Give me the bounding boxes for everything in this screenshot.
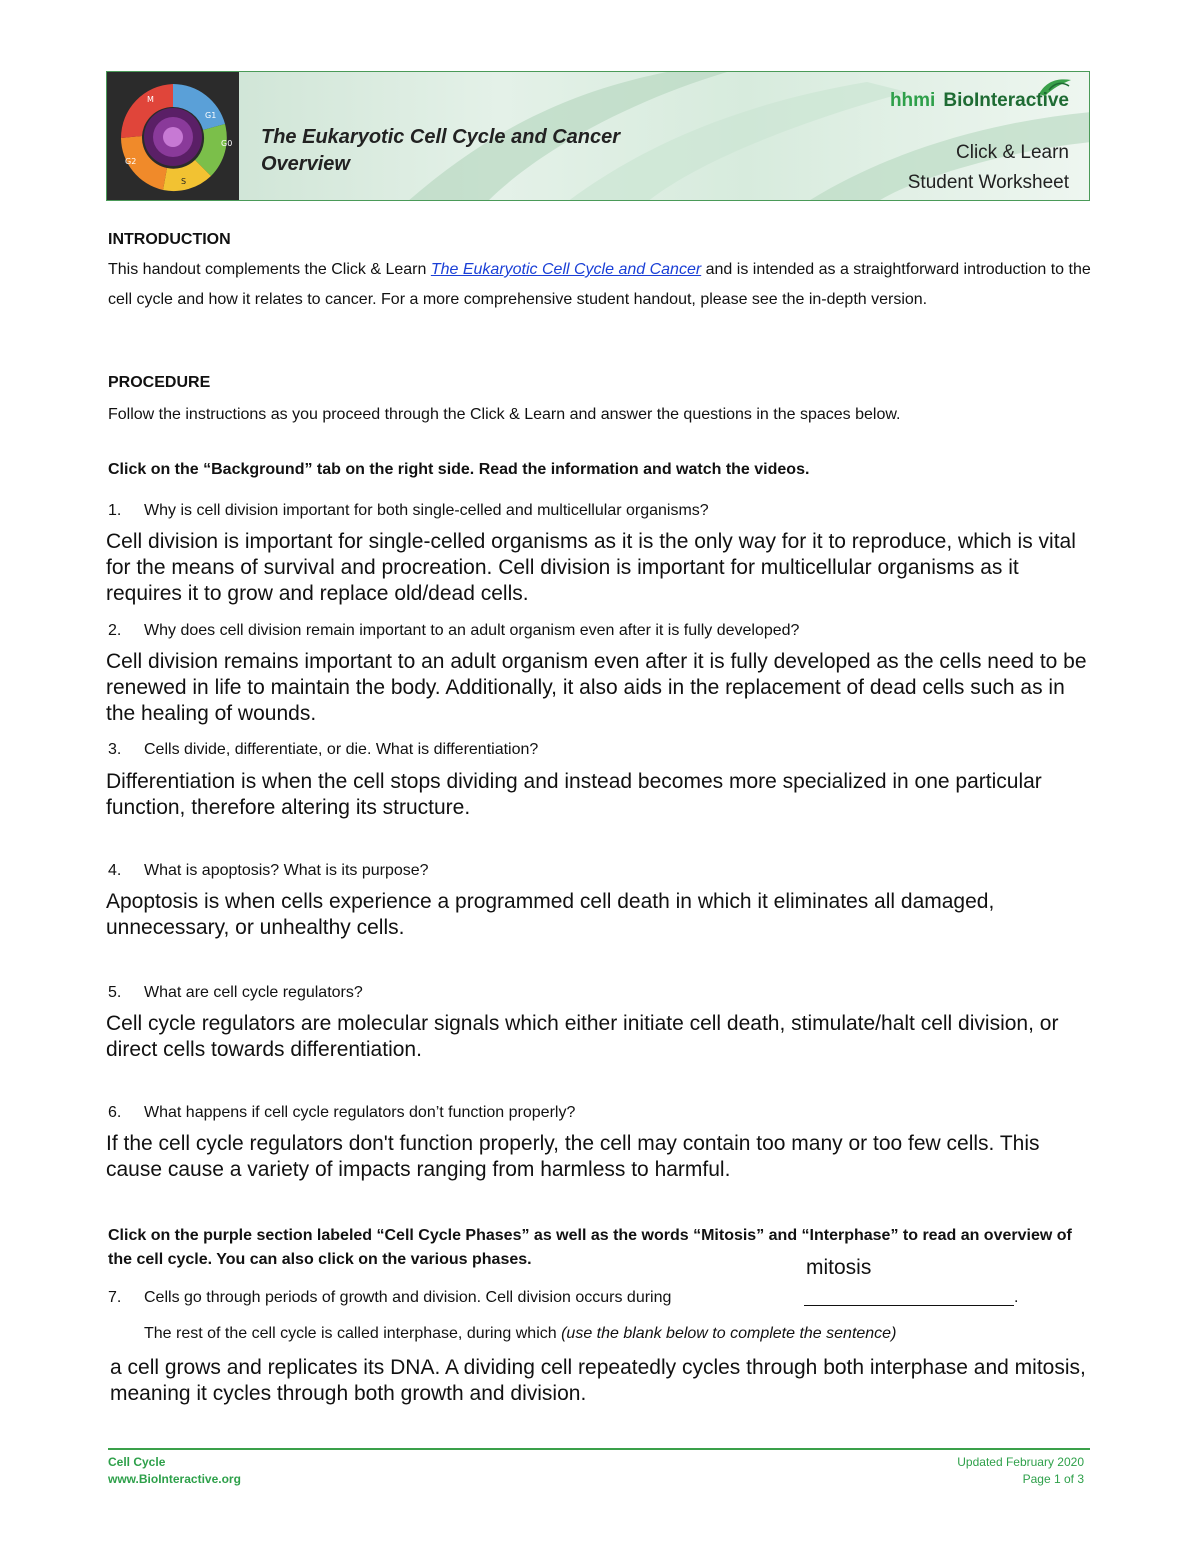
- answer-blank-line[interactable]: [804, 1305, 1014, 1306]
- followup-italic-note: (use the blank below to complete the sentence): [561, 1325, 897, 1342]
- banner-subtitle-click-learn: Click & Learn: [956, 142, 1069, 163]
- svg-text:G0: G0: [221, 139, 233, 148]
- footer-page-number: Page 1 of 3: [1022, 1472, 1084, 1486]
- svg-text:G2: G2: [125, 157, 137, 166]
- answer-2: Cell division remains important to an adult organism even after it is fully developed as the cells need to be renewed in life to maintain the body. Additionally, it also aids in the replacement of dead cells such as in the healing of wounds.: [106, 650, 1087, 725]
- footer-updated-date: Updated February 2020: [957, 1455, 1084, 1469]
- title-line-1: The Eukaryotic Cell Cycle and Cancer: [261, 126, 621, 148]
- svg-text:G1: G1: [205, 111, 217, 120]
- answer-4: Apoptosis is when cells experience a programmed cell death in which it eliminates all damaged, unnecessary, or unhealthy cells.: [106, 890, 995, 939]
- answer-5: Cell cycle regulators are molecular signals which either initiate cell death, stimulate/halt cell division, or direct cells towards differentiation.: [106, 1012, 1059, 1061]
- question-2: [108, 622, 1098, 640]
- worksheet-title: [261, 124, 741, 178]
- question-text: Why is cell division important for both single-celled and multicellular organisms?: [144, 502, 709, 519]
- followup-text: The rest of the cell cycle is called interphase, during which: [144, 1325, 562, 1342]
- procedure-heading: PROCEDURE: [108, 374, 211, 391]
- question-number: 6.: [108, 1104, 122, 1121]
- cell-cycle-wheel-icon: [107, 72, 239, 201]
- banner-subtitle-worksheet: Student Worksheet: [907, 172, 1069, 193]
- footer-unit-name: Cell Cycle: [108, 1455, 166, 1469]
- answer-3: Differentiation is when the cell stops dividing and instead becomes more specialized in one particular function, therefore altering its structure.: [106, 770, 1042, 819]
- title-line-2: Overview: [261, 153, 350, 175]
- cell-cycle-phases-instruction: Click on the purple section labeled “Cell Cycle Phases” as well as the words “Mitosis” and “Interphase” to read an overview of the cell cycle. You can also click on the various phases.: [108, 1227, 1072, 1268]
- question-number: 3.: [108, 741, 122, 758]
- question-number: 5.: [108, 984, 122, 1001]
- hhmi-biointeractive-logo: [890, 90, 1069, 112]
- question-4: [108, 862, 1098, 880]
- logo-hhmi-text: hhmi: [889, 90, 936, 111]
- answer-7-blank: mitosis: [806, 1256, 872, 1279]
- question-5: [108, 984, 1098, 1002]
- introduction-heading: INTRODUCTION: [108, 231, 231, 248]
- question-6: [108, 1104, 1098, 1122]
- question-7-followup: [144, 1325, 1104, 1343]
- logo-biointeractive-text: BioInteractive: [943, 90, 1069, 111]
- question-text: Why does cell division remain important to an adult organism even after it is fully developed?: [144, 622, 800, 639]
- question-number: 1.: [108, 502, 122, 519]
- footer-website-link[interactable]: www.BioInteractive.org: [108, 1472, 241, 1486]
- answer-6: If the cell cycle regulators don't function properly, the cell may contain too many or too few cells. This cause cause a variety of impacts ranging from harmless to harmful.: [106, 1132, 1040, 1181]
- question-number: 2.: [108, 622, 122, 639]
- answer-7: a cell grows and replicates its DNA. A dividing cell repeatedly cycles through both interphase and mitosis, meaning it cycles through both growth and division.: [110, 1356, 1086, 1405]
- question-text: What are cell cycle regulators?: [144, 984, 363, 1001]
- question-3: [108, 741, 1098, 759]
- introduction-text: [108, 255, 1098, 315]
- intro-text-after: and is intended as a straightforward introduction to the cell cycle and how it relates to cancer. For a more comprehensive student handout, please see the in-depth version.: [108, 261, 1091, 308]
- answer-1: Cell division is important for single-celled organisms as it is the only way for it to reproduce, which is vital for the means of survival and procreation. Cell division is important for multicellular organisms as it requires it to grow and replace old/dead cells.: [106, 530, 1076, 605]
- question-text: Cells divide, differentiate, or die. What is differentiation?: [144, 741, 539, 758]
- procedure-text: Follow the instructions as you proceed through the Click & Learn and answer the questions in the spaces below.: [108, 406, 901, 423]
- intro-text-before: This handout complements the Click & Learn: [108, 261, 431, 278]
- footer-divider: [108, 1448, 1090, 1450]
- question-text: What happens if cell cycle regulators don’t function properly?: [144, 1104, 576, 1121]
- cell-cycle-wheel-image: [107, 72, 239, 201]
- svg-text:M: M: [147, 95, 154, 104]
- question-text: What is apoptosis? What is its purpose?: [144, 862, 429, 879]
- background-tab-instruction: Click on the “Background” tab on the right side. Read the information and watch the videos.: [108, 461, 810, 478]
- blank-period: .: [1014, 1289, 1019, 1306]
- header-banner: [106, 71, 1090, 201]
- question-number: 4.: [108, 862, 122, 879]
- question-1: [108, 502, 1098, 520]
- question-text: Cells go through periods of growth and division. Cell division occurs during: [144, 1289, 672, 1306]
- svg-text:S: S: [181, 177, 187, 186]
- click-learn-link[interactable]: The Eukaryotic Cell Cycle and Cancer: [430, 261, 702, 278]
- question-number: 7.: [108, 1289, 122, 1306]
